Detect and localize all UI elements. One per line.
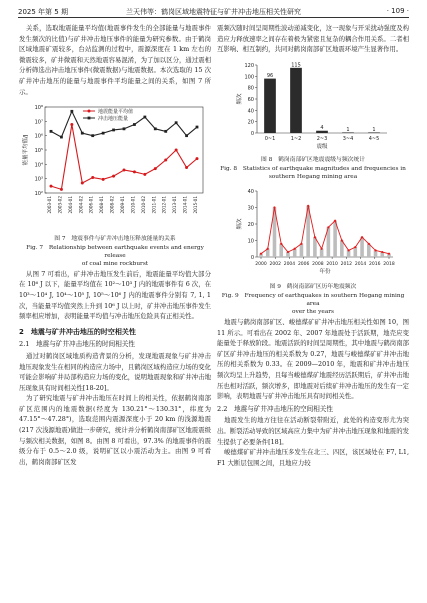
fig8-xlabel: 震级	[316, 143, 328, 150]
figure-7	[19, 101, 211, 233]
fig7-ytick-label: 10⁶	[34, 133, 43, 140]
left-paragraph-3: 通过对鹤岗区域地质构造背景的分析，发现地震现象与矿井冲击地压现象发生在相同的构造应力场中，且鹤岗区域构造应力场的变化可能会影响矿井局部构造应力场的变化，说明地震现象和矿井冲击地压现象具有时间相关性[18-20]。	[19, 351, 211, 392]
figure-9	[217, 185, 409, 281]
fig7-point-rockburst	[143, 116, 146, 119]
fig8-ytick-label: 120	[244, 62, 254, 69]
fig7-xtick-label: 2004-02	[78, 196, 84, 214]
fig9-xtick-label: 2010	[326, 262, 338, 268]
fig9-bar	[360, 238, 364, 258]
fig9-point	[334, 220, 336, 222]
fig7-point-rockburst	[164, 130, 167, 133]
fig9-ytick-label: 0	[250, 255, 254, 262]
fig7-series-line	[51, 125, 197, 190]
fig7-xtick-label: 2008-02	[109, 196, 115, 214]
fig9-xtick-label: 2004	[283, 262, 296, 268]
fig7-point-energy	[70, 123, 73, 126]
fig7-xtick-label: 2010-01	[130, 196, 136, 214]
fig9-xtick-label: 2016	[369, 262, 381, 268]
fig9-bar	[300, 244, 304, 257]
fig7-point-energy	[133, 170, 136, 173]
fig9-caption-cn: 图 9 鹤岗南部矿区历年地震频次	[269, 283, 357, 290]
fig8-bar-value: 115	[291, 62, 301, 69]
fig9-ytick-label: 40	[247, 189, 254, 196]
fig7-point-energy	[81, 182, 84, 185]
fig7-chart	[19, 101, 211, 229]
fig9-xtick-label: 2006	[297, 262, 310, 268]
header-rule	[18, 17, 409, 18]
fig7-point-rockburst	[133, 123, 136, 126]
right-paragraph-2: 地震与鹤岗南部矿区、峻德煤矿矿井冲击地压相关性如图 10，图 11 所示。可看出在 2002 年、2007 年地震处于活跃期，地壳应变能量处于释放阶段。地震活跃的时间呈周期性，其中地震与鹤岗南部矿区矿井冲击地压的相关系数为 0.27，地震与峻德煤矿矿井冲击地压的相关系数为 0.33。在 2009—2010 年，地震和矿井冲击地压频次均呈上升趋势，且每当峻德煤矿地震经历活跃期后，矿井冲击地压也相对活跃，频次增多，即地震对后续矿井冲击地压的发生有一定影响，表明地震与矿井冲击地压具有时间相关性。	[217, 317, 409, 401]
fig9-xtick-label: 2012	[340, 262, 353, 268]
fig7-xtick-label: 2015-01	[193, 196, 198, 214]
fig9-point	[287, 251, 289, 253]
fig9-point	[374, 250, 376, 252]
figure-8	[217, 59, 409, 155]
fig9-point	[267, 248, 269, 250]
fig8-caption-cn: 图 8 鹤岗南部矿区地震震级与频次统计	[260, 157, 366, 164]
fig8-bar-value: 96	[266, 72, 274, 79]
fig8-bar-value: 4	[320, 125, 324, 132]
fig7-legend-marker	[88, 117, 91, 120]
fig9-xtick-label: 2018	[383, 262, 395, 268]
fig7-xtick-label: 2003-02	[57, 196, 63, 214]
fig9-point	[314, 236, 316, 238]
fig9-point	[300, 243, 302, 245]
fig7-xtick-label: 2009-01	[120, 196, 125, 214]
fig7-ytick-label: 10⁸	[34, 105, 43, 112]
fig7-point-rockburst	[81, 132, 84, 135]
fig7-xtick-label: 2003-01	[47, 196, 52, 214]
fig7-point-energy	[102, 178, 105, 181]
section-2-2-heading: 2.2 地震与矿井冲击地压的空间相关性	[217, 404, 333, 413]
fig9-xtick-label: 2002	[269, 262, 281, 268]
fig7-point-rockburst	[196, 126, 199, 129]
fig7-point-energy	[175, 149, 178, 152]
fig7-caption-cn: 图 7 地震事件与矿井冲击地压释放能量的关系	[54, 235, 176, 242]
fig7-point-energy	[91, 176, 94, 179]
fig8-xtick-label: 0~1	[264, 135, 276, 142]
fig7-xtick-label: 2012-01	[161, 196, 167, 214]
fig9-point	[388, 253, 390, 255]
fig9-ylabel: 频次	[237, 218, 243, 230]
fig7-xtick-label: 2006-01	[88, 196, 94, 214]
fig9-bar	[333, 221, 337, 257]
fig9-point	[307, 205, 309, 207]
fig7-xtick-label: 2004-01	[67, 196, 73, 214]
fig9-point	[341, 240, 343, 242]
fig9-point	[381, 251, 383, 253]
fig8-ytick-label: 80	[247, 85, 254, 92]
fig9-ytick-label: 20	[247, 222, 254, 229]
fig7-point-rockburst	[154, 128, 157, 131]
fig7-legend-label: 地震能量平均值	[98, 109, 134, 116]
fig7-xtick-label: 2010-02	[140, 196, 146, 214]
fig9-point	[321, 248, 323, 250]
fig7-caption-en-line1: Fig. 7 Relationship between earthquake events and energy release	[26, 244, 204, 259]
fig7-point-rockburst	[60, 136, 63, 139]
fig7-xtick-label: 2011-01	[151, 196, 157, 214]
fig7-point-energy	[60, 188, 63, 191]
fig7-ytick-label: 10⁷	[34, 119, 43, 126]
fig8-xtick-label: 1~2	[290, 135, 302, 142]
fig9-bar	[354, 247, 358, 257]
fig7-point-rockburst	[50, 130, 53, 133]
running-header	[18, 5, 409, 17]
fig9-ytick-label: 30	[247, 205, 254, 212]
fig7-point-energy	[143, 173, 146, 176]
fig8-ytick-label: 40	[247, 108, 254, 115]
fig8-caption-en	[217, 165, 409, 181]
fig9-point	[368, 243, 370, 245]
fig9-chart	[217, 185, 409, 277]
fig8-ytick-label: 100	[244, 74, 254, 81]
fig7-point-energy	[50, 185, 53, 188]
right-paragraph-4: 峻德煤矿矿井冲击地压多发生在北三、四区，该区域处在 F7, L1, F1 大断层包围之间，且地应力较	[217, 448, 409, 467]
right-intro-paragraph: 震频次随时间呈周期性波动递减变化，这一现象与开采扰动强度及构造应力释放速率之间存在着极为紧密且复杂的耦合作用关系。二者相互影响、相互制约，共同对鹤岗南部矿区地震环境产生显著作用。	[217, 24, 409, 54]
fig9-point	[260, 253, 262, 255]
fig9-point	[354, 246, 356, 248]
fig9-xtick-label: 2000	[255, 262, 267, 268]
fig9-xtick-label: 2008	[312, 262, 324, 268]
fig8-ytick-label: 20	[247, 119, 254, 126]
fig8-bar	[290, 68, 302, 133]
fig7-legend-label: 冲击地压能量	[98, 116, 129, 123]
left-intro-paragraph: 关系，选取地震能量平均值(地震事件发生的全部能量与地震事件发生频次的比值)与矿井冲击地压事件的能量为研究参数。由于鹤岗区域地震矿震较多，台站监测的过程中，震源深度在 1 km 左右的微震较多，矿井微震和天然地震容易混淆，为了加以区分，通过震相分析筛选出冲击地压事件(微震数据)与地震数据。本次选取的 15 次矿井冲击地压的能量与地震事件平均能量之间的关系，如图 7 所示。	[19, 24, 211, 96]
left-paragraph-4: 为了研究地震与矿井冲击地压在时间上的相关性，依据鹤岗南部矿区范围内的地震数据(经度为 130.21°～130.31°，纬度为 47.15°～47.28°)，选取范围内震源深度小于 20 km 的浅源地震(217 次浅源地震)做进一步研究，统计并分析鹤岗南部矿区地震震级与频次相关数据，如图 8。由图 8 可看出，97.3% 的地震事件的震级分布于 0.5～2.0 级，说明矿区以小震活动为主。由图 9 可看出，鹤岗南部矿区发	[19, 394, 211, 466]
fig7-point-rockburst	[123, 128, 126, 131]
left-column	[19, 23, 211, 467]
fig7-legend-marker	[88, 110, 91, 113]
fig9-point	[273, 207, 275, 209]
fig7-point-energy	[164, 159, 167, 162]
fig7-point-energy	[154, 167, 157, 170]
running-title: 兰天伟等：鹤岗区域地震特征与矿井冲击地压相关性研究	[126, 8, 301, 16]
fig7-ylabel: 能量平均值/J	[23, 134, 29, 166]
fig7-xtick-label: 2008-01	[99, 196, 105, 214]
section-2-heading: 2 地震与矿井冲击地压的时空相关性	[19, 327, 136, 336]
fig7-point-rockburst	[70, 110, 73, 113]
fig8-caption-en-line1: Fig. 8 Statistics of earthquake magnitudes and frequencies in	[220, 166, 406, 173]
fig7-point-energy	[196, 157, 199, 160]
fig8-ytick-label: 60	[247, 96, 254, 103]
fig8-ytick-label: 0	[250, 130, 254, 137]
fig8-bar-value: 1	[372, 126, 376, 133]
page-number: · 109 ·	[386, 7, 409, 15]
fig7-xtick-label: 2014-01	[182, 196, 188, 214]
fig7-caption-en	[19, 244, 211, 268]
fig7-point-rockburst	[175, 121, 178, 124]
right-column	[217, 23, 409, 468]
fig7-ytick-label: 10²	[34, 191, 43, 198]
fig7-caption-en-line2: of coal mine rockburst	[81, 260, 149, 267]
fig8-xtick-label: 3~4	[342, 135, 354, 142]
right-paragraph-3: 地震发生的地方往往在活动断裂带附近，此处的构造变形尤为突出。断裂活动导致的区域高应力集中为矿井冲击地压现象和地震的发生提供了必要条件[18]。	[217, 416, 409, 446]
fig9-caption-en-line1: Fig. 9 Frequency of earthquakes in southern Hegang mining area	[221, 292, 405, 307]
fig9-point	[294, 248, 296, 250]
fig9-point	[361, 236, 363, 238]
fig7-point-energy	[185, 166, 188, 169]
fig7-ytick-label: 10³	[34, 176, 43, 183]
fig8-caption-en-line2: southern Hegang mining area	[268, 174, 358, 181]
fig9-point	[347, 250, 349, 252]
fig9-xlabel: 年份	[319, 269, 331, 276]
fig8-bar-value: 1	[346, 126, 350, 133]
fig7-point-energy	[112, 175, 115, 178]
fig8-xtick-label: 4~5	[368, 135, 380, 142]
fig9-xtick-label: 2014	[354, 262, 367, 268]
fig7-point-rockburst	[91, 134, 94, 137]
fig7-point-rockburst	[112, 129, 115, 132]
fig9-bar	[320, 249, 324, 257]
fig9-caption-en-line2: over the years	[291, 308, 335, 315]
issue-label: 2025 年第 5 期	[18, 8, 68, 16]
left-paragraph-2: 从图 7 可看出，矿井冲击地压发生前后，地震能量平均值大部分在 10⁶ J 以下，能量平均值在 10²～10³ J 内的地震事件有 6 次，在 10³～10⁴ J, 10⁴～10⁵ J, 10⁵～10⁶ J 内的地震事件分别有 7, 1, 1 次，当能量平均值突然上升到 10⁶ J 以上时，矿井冲击地压事件发生频率相应增加，表明能量平均值与冲击地压危险具有正相关性。	[19, 269, 211, 321]
fig9-caption-en	[217, 292, 409, 316]
fig8-ylabel: 频次	[237, 93, 243, 105]
fig9-point	[327, 227, 329, 229]
fig7-point-rockburst	[185, 134, 188, 137]
fig7-point-energy	[123, 169, 126, 172]
fig7-ytick-label: 10⁵	[34, 148, 43, 155]
fig9-bar	[367, 244, 371, 257]
fig9-point	[280, 243, 282, 245]
fig8-xtick-label: 2~3	[316, 135, 328, 142]
fig9-bar	[293, 249, 297, 257]
fig8-chart	[217, 59, 409, 151]
section-2-1-heading: 2.1 地震与矿井冲击地压的时间相关性	[19, 340, 135, 349]
fig7-xtick-label: 2013-01	[172, 196, 178, 214]
fig8-bar	[264, 78, 276, 132]
fig7-point-rockburst	[102, 132, 105, 135]
fig7-ytick-label: 10⁴	[34, 162, 43, 169]
fig9-ytick-label: 10	[247, 238, 254, 245]
